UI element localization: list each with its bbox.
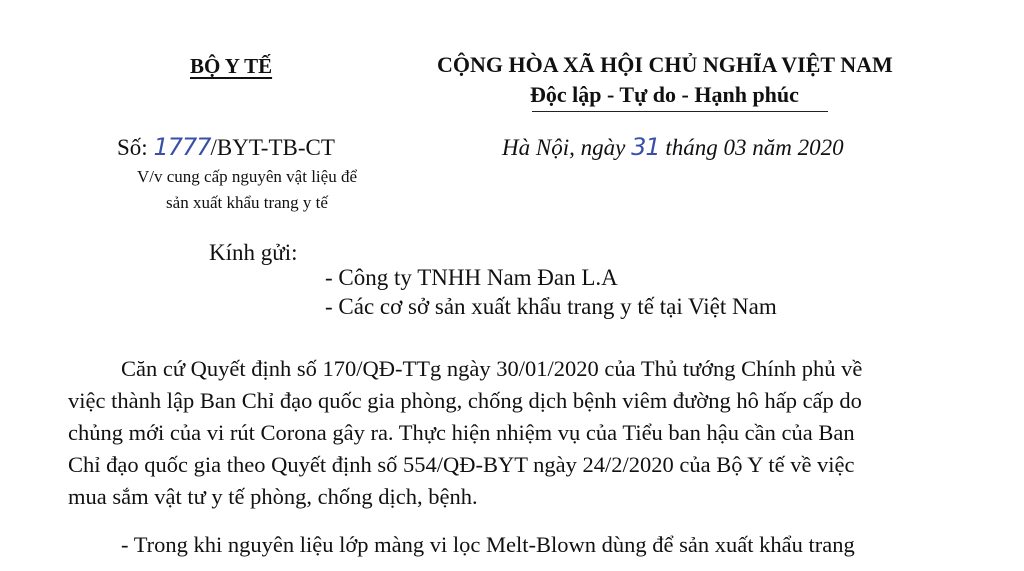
document-number <box>117 133 335 161</box>
national-title: CỘNG HÒA XÃ HỘI CHỦ NGHĨA VIỆT NAM <box>437 52 893 77</box>
issuing-agency: BỘ Y TẾ <box>190 54 273 78</box>
recipient-item: - Các cơ sở sản xuất khẩu trang y tế tại Việt Nam <box>325 294 777 319</box>
date-before-day: Hà Nội, ngày <box>502 135 632 160</box>
body-paragraph-2 <box>121 529 951 561</box>
paragraph-line: Chỉ đạo quốc gia theo Quyết định số 554/QĐ-BYT ngày 24/2/2020 của Bộ Y tế về việc <box>68 452 855 477</box>
handwritten-doc-number: 1777 <box>153 133 211 161</box>
national-motto: Độc lập - Tự do - Hạnh phúc <box>530 82 799 107</box>
body-paragraph-1 <box>68 353 951 513</box>
paragraph-line: Căn cứ Quyết định số 170/QĐ-TTg ngày 30/01/2020 của Thủ tướng Chính phủ về <box>121 356 863 381</box>
subject-line-1: V/v cung cấp nguyên vật liệu để <box>137 167 357 186</box>
place-and-date <box>502 133 844 161</box>
paragraph-line: việc thành lập Ban Chỉ đạo quốc gia phòng, chống dịch bệnh viêm đường hô hấp cấp do <box>68 388 862 413</box>
document-subject <box>122 164 372 216</box>
paragraph-line: chủng mới của vi rút Corona gây ra. Thực hiện nhiệm vụ của Tiểu ban hậu cần của Ban <box>68 420 855 445</box>
motto-underline <box>532 111 828 112</box>
paragraph-line: mua sắm vật tư y tế phòng, chống dịch, bệnh. <box>68 484 478 509</box>
handwritten-day: 31 <box>631 133 660 161</box>
date-after-day: tháng 03 năm 2020 <box>659 135 844 160</box>
subject-line-2: sản xuất khẩu trang y tế <box>166 193 328 212</box>
doc-number-suffix: /BYT-TB-CT <box>210 135 335 160</box>
doc-number-prefix: Số: <box>117 135 154 160</box>
salutation: Kính gửi: <box>209 240 298 265</box>
recipient-item: - Công ty TNHH Nam Đan L.A <box>325 265 618 290</box>
paragraph-line: - Trong khi nguyên liệu lớp màng vi lọc Melt-Blown dùng để sản xuất khẩu trang <box>121 532 855 557</box>
